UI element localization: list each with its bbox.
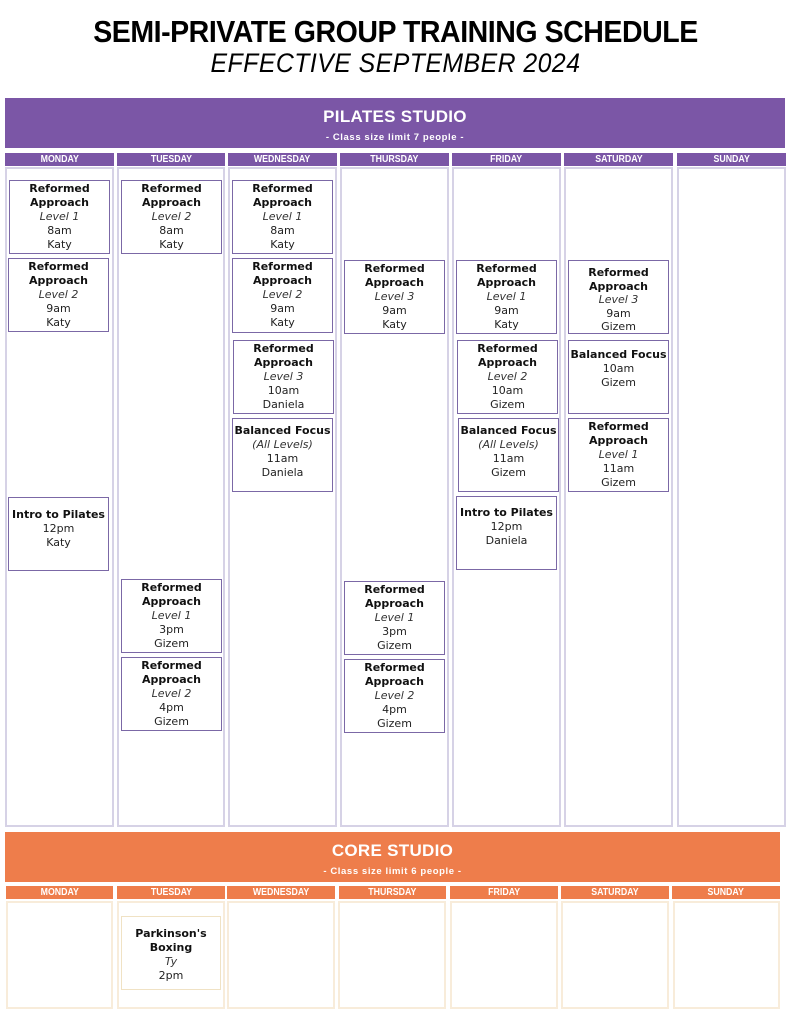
pilates-day-tuesday	[117, 153, 225, 166]
class-time: 12pm	[490, 520, 523, 533]
class-level: Level 3	[374, 290, 415, 303]
class-name: Reformed Approach	[477, 342, 538, 369]
class-size-limit: - Class size limit 6 people -	[323, 866, 462, 877]
class-card	[8, 258, 109, 332]
class-time: 8am	[47, 224, 72, 237]
class-level: Level 1	[262, 210, 303, 223]
class-instructor: Gizem	[154, 637, 189, 650]
pilates-column-sunday	[677, 167, 786, 827]
day-label: SATURDAY	[594, 154, 643, 165]
core-day-thursday	[339, 886, 446, 899]
class-name: Reformed Approach	[476, 262, 537, 289]
pilates-day-friday	[452, 153, 561, 166]
class-level: Level 3	[598, 293, 639, 306]
class-instructor: Katy	[46, 536, 71, 549]
class-name: Reformed Approach	[141, 182, 202, 209]
class-instructor: Daniela	[262, 398, 305, 411]
pilates-day-saturday	[564, 153, 673, 166]
core-day-friday	[450, 886, 558, 899]
class-time: 10am	[602, 362, 635, 375]
class-card	[457, 340, 558, 414]
class-instructor: Katy	[159, 238, 184, 251]
class-instructor: Gizem	[601, 376, 636, 389]
class-name: Reformed Approach	[252, 182, 313, 209]
class-time: 3pm	[159, 623, 184, 636]
class-instructor: Katy	[46, 316, 71, 329]
core-studio-header	[5, 832, 780, 882]
class-time: 11am	[266, 452, 299, 465]
class-size-limit: - Class size limit 7 people -	[325, 132, 465, 143]
day-label: WEDNESDAY	[254, 154, 311, 165]
class-card	[8, 497, 109, 571]
day-label: MONDAY	[40, 887, 79, 898]
class-instructor: Gizem	[154, 715, 189, 728]
class-card	[121, 657, 222, 731]
pilates-day-sunday	[677, 153, 786, 166]
class-level: Level 2	[151, 687, 192, 700]
day-label: FRIDAY	[490, 154, 523, 165]
day-label: TUESDAY	[150, 887, 192, 898]
class-time: 9am	[494, 304, 519, 317]
class-card	[344, 260, 445, 334]
class-name: Reformed Approach	[141, 581, 202, 608]
class-name: Reformed Approach	[141, 659, 202, 686]
class-card	[344, 659, 445, 733]
class-instructor: Gizem	[601, 320, 636, 333]
class-name: Balanced Focus	[234, 424, 331, 437]
class-name-line2: Boxing	[149, 941, 193, 954]
class-level: Level 2	[262, 288, 303, 301]
class-card	[232, 180, 333, 254]
class-card	[233, 340, 334, 414]
class-card	[568, 418, 669, 492]
class-name: Reformed Approach	[28, 260, 89, 287]
class-instructor: Katy	[382, 318, 407, 331]
class-level: Level 3	[263, 370, 304, 383]
class-time: 9am	[606, 306, 631, 320]
class-time: 11am	[602, 462, 635, 475]
day-label: SUNDAY	[713, 154, 750, 165]
pilates-day-monday	[5, 153, 114, 166]
class-name: Intro to Pilates	[12, 508, 105, 521]
day-label: FRIDAY	[488, 887, 520, 898]
class-time: 10am	[491, 384, 524, 397]
class-time: 10am	[267, 384, 300, 397]
studio-name: CORE STUDIO	[331, 841, 454, 860]
core-column-friday	[450, 901, 558, 1009]
class-time: 8am	[270, 224, 295, 237]
class-card	[456, 260, 557, 334]
class-level: (All Levels)	[252, 438, 313, 451]
class-instructor: Katy	[494, 318, 519, 331]
class-level: Level 1	[598, 448, 639, 461]
class-level: Level 2	[151, 210, 192, 223]
day-label: THURSDAY	[370, 154, 419, 165]
class-card	[568, 340, 669, 414]
day-label: SUNDAY	[707, 887, 745, 898]
class-name: Reformed Approach	[253, 342, 314, 369]
class-time: 12pm	[42, 522, 75, 535]
class-time: 9am	[382, 304, 407, 317]
pilates-studio-header	[5, 98, 785, 148]
class-instructor: Gizem	[377, 639, 412, 652]
class-level: Level 1	[151, 609, 192, 622]
day-label: MONDAY	[40, 154, 79, 165]
core-column-thursday	[338, 901, 446, 1009]
class-name: Reformed Approach	[588, 266, 649, 293]
core-day-monday	[6, 886, 113, 899]
class-level: Level 2	[38, 288, 79, 301]
class-time: 9am	[270, 302, 295, 315]
day-label: TUESDAY	[150, 154, 192, 165]
day-label: THURSDAY	[368, 887, 417, 898]
class-instructor: Gizem	[601, 476, 636, 489]
class-card	[9, 180, 110, 254]
class-time: 3pm	[382, 625, 407, 638]
class-card	[121, 579, 222, 653]
class-time: 4pm	[382, 703, 407, 716]
studio-name: PILATES STUDIO	[323, 107, 467, 126]
page-subtitle: EFFECTIVE SEPTEMBER 2024	[210, 48, 581, 78]
core-column-monday	[6, 901, 113, 1009]
class-name: Balanced Focus	[460, 424, 557, 437]
class-instructor: Katy	[47, 238, 72, 251]
class-level: Level 1	[374, 611, 415, 624]
class-name-line1: Parkinson's	[135, 927, 207, 940]
class-time: 4pm	[159, 701, 184, 714]
class-name: Reformed Approach	[364, 661, 425, 688]
class-card	[232, 418, 333, 492]
day-label: WEDNESDAY	[252, 887, 310, 898]
class-name: Balanced Focus	[570, 348, 667, 361]
class-level: Level 2	[487, 370, 528, 383]
class-card	[121, 916, 221, 990]
class-instructor: Daniela	[261, 466, 304, 479]
class-instructor: Katy	[270, 316, 295, 329]
core-day-saturday	[561, 886, 669, 899]
core-column-sunday	[673, 901, 780, 1009]
class-time: 2pm	[158, 969, 184, 982]
core-column-saturday	[561, 901, 669, 1009]
class-card	[121, 180, 222, 254]
class-name: Reformed Approach	[364, 262, 425, 289]
class-instructor: Ty	[164, 955, 178, 968]
class-name: Reformed Approach	[29, 182, 90, 209]
class-level: Level 1	[39, 210, 80, 223]
class-card	[456, 496, 557, 570]
pilates-day-thursday	[340, 153, 449, 166]
class-time: 8am	[159, 224, 184, 237]
core-day-sunday	[672, 886, 780, 899]
class-name: Reformed Approach	[364, 583, 425, 610]
class-level: (All Levels)	[478, 438, 539, 451]
core-day-wednesday	[227, 886, 335, 899]
class-level: Level 2	[374, 689, 415, 702]
class-card	[344, 581, 445, 655]
page-title: SEMI-PRIVATE GROUP TRAINING SCHEDULE	[93, 14, 698, 49]
class-name: Intro to Pilates	[460, 506, 553, 519]
class-instructor: Gizem	[490, 398, 525, 411]
class-instructor: Gizem	[377, 717, 412, 730]
class-time: 11am	[492, 452, 525, 465]
class-instructor: Daniela	[485, 534, 528, 547]
class-card	[568, 260, 669, 334]
core-column-wednesday	[227, 901, 335, 1009]
class-card	[458, 418, 559, 492]
core-day-tuesday	[117, 886, 225, 899]
pilates-day-wednesday	[228, 153, 337, 166]
class-time: 9am	[46, 302, 71, 315]
class-card	[232, 258, 333, 333]
class-instructor: Katy	[270, 238, 295, 251]
day-label: SATURDAY	[591, 887, 639, 898]
class-level: Level 1	[486, 290, 527, 303]
class-name: Reformed Approach	[588, 420, 649, 447]
class-instructor: Gizem	[491, 466, 526, 479]
class-name: Reformed Approach	[252, 260, 313, 287]
